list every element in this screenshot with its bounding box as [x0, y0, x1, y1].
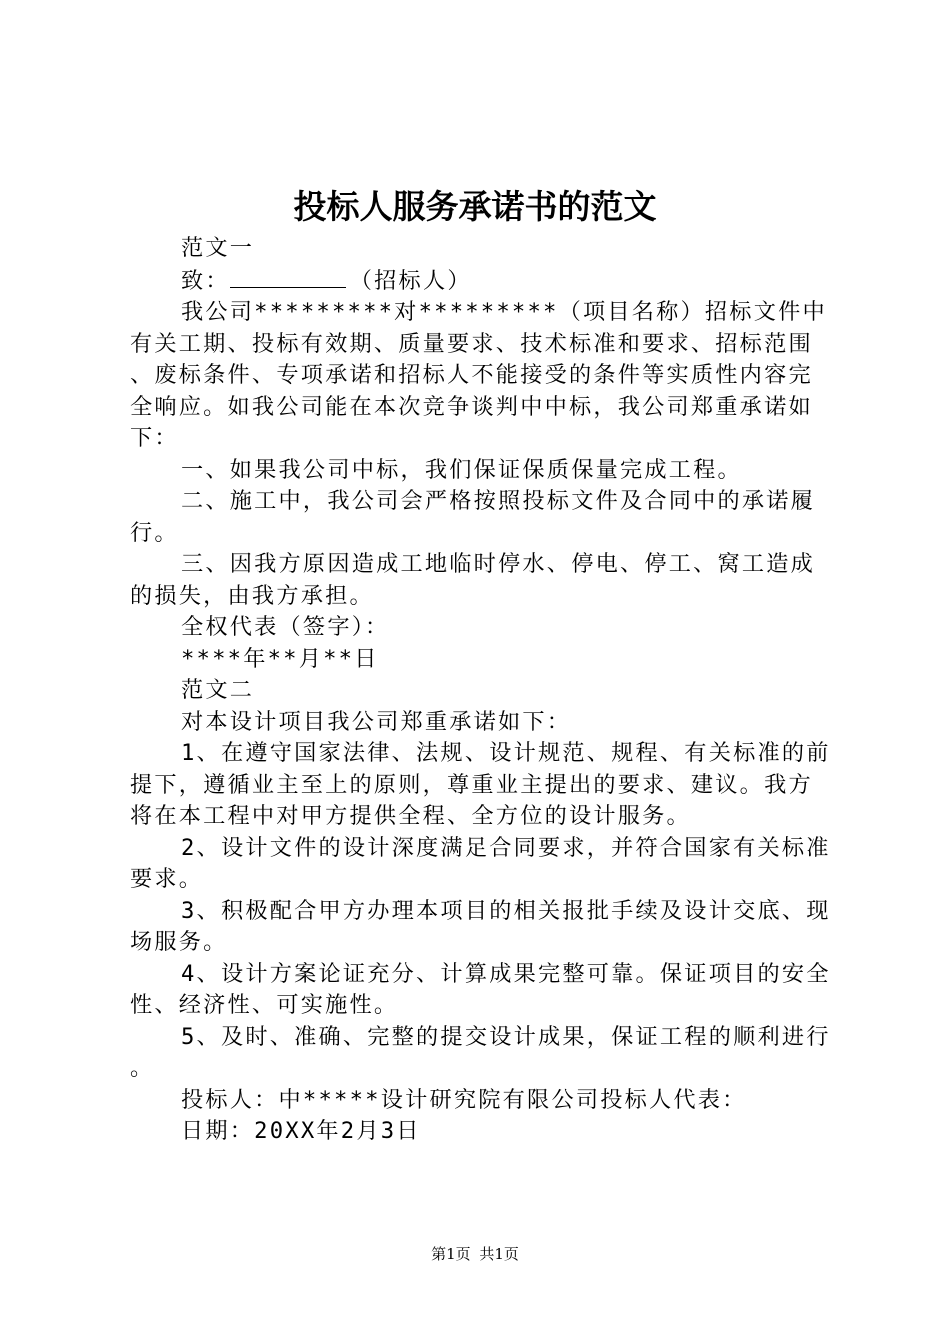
paragraph-design-item-1: 1、在遵守国家法律、法规、设计规范、规程、有关标准的前提下，遵循业主至上的原则，尊重业主提出的要求、建议。我方将在本工程中对甲方提供全程、全方位的设计服务。: [130, 740, 831, 829]
page-total: 共1页: [479, 1245, 519, 1263]
page-number: 第1页: [431, 1245, 471, 1263]
paragraph-commitment-3: 三、因我方原因造成工地临时停水、停电、停工、窝工造成的损失，由我方承担。: [130, 551, 816, 609]
paragraph-sample-two-heading: 范文二: [181, 677, 255, 703]
paragraph-commitment-2: 二、施工中，我公司会严格按照投标文件及合同中的承诺履行。: [130, 488, 816, 546]
page-footer: [0, 1243, 950, 1265]
document-body: [130, 233, 832, 1148]
paragraph-bidder: 投标人：中*****设计研究院有限公司投标人代表：: [181, 1086, 747, 1113]
paragraph-commitment-1: 一、如果我公司中标，我们保证保质保量完成工程。: [181, 456, 742, 483]
document-title: 投标人服务承诺书的范文: [293, 187, 657, 226]
paragraph-sample-one-heading: 范文一: [181, 235, 255, 261]
paragraph-date-two: 日期：20XX年2月3日: [181, 1118, 421, 1144]
paragraph-design-item-3: 3、积极配合甲方办理本项目的相关报批手续及设计交底、现场服务。: [130, 897, 831, 955]
addressee-prefix: 致：: [181, 267, 230, 294]
paragraph-intro: 我公司*********对*********（项目名称）招标文件中有关工期、投标有效期、质量要求、技术标准和要求、招标范围、废标条件、专项承诺和招标人不能接受的条件等实质性内容完全响应。如我公司能在本次竞争谈判中中标，我公司郑重承诺如下：: [130, 299, 827, 451]
paragraph-design-item-4: 4、设计方案论证充分、计算成果完整可靠。保证项目的安全性、经济性、可实施性。: [130, 960, 831, 1018]
paragraph-design-item-2: 2、设计文件的设计深度满足合同要求，并符合国家有关标准要求。: [130, 834, 831, 892]
paragraph-date-one: ****年**月**日: [181, 645, 379, 672]
addressee-blank-line: [230, 265, 346, 288]
paragraph-addressee: [130, 265, 832, 298]
paragraph-design-item-5: 5、及时、准确、完整的提交设计成果，保证工程的顺利进行。: [130, 1023, 831, 1081]
addressee-suffix: （招标人）: [349, 267, 472, 294]
paragraph-signature: 全权代表（签字）：: [181, 614, 390, 640]
paragraph-design-intro: 对本设计项目我公司郑重承诺如下：: [181, 708, 572, 735]
